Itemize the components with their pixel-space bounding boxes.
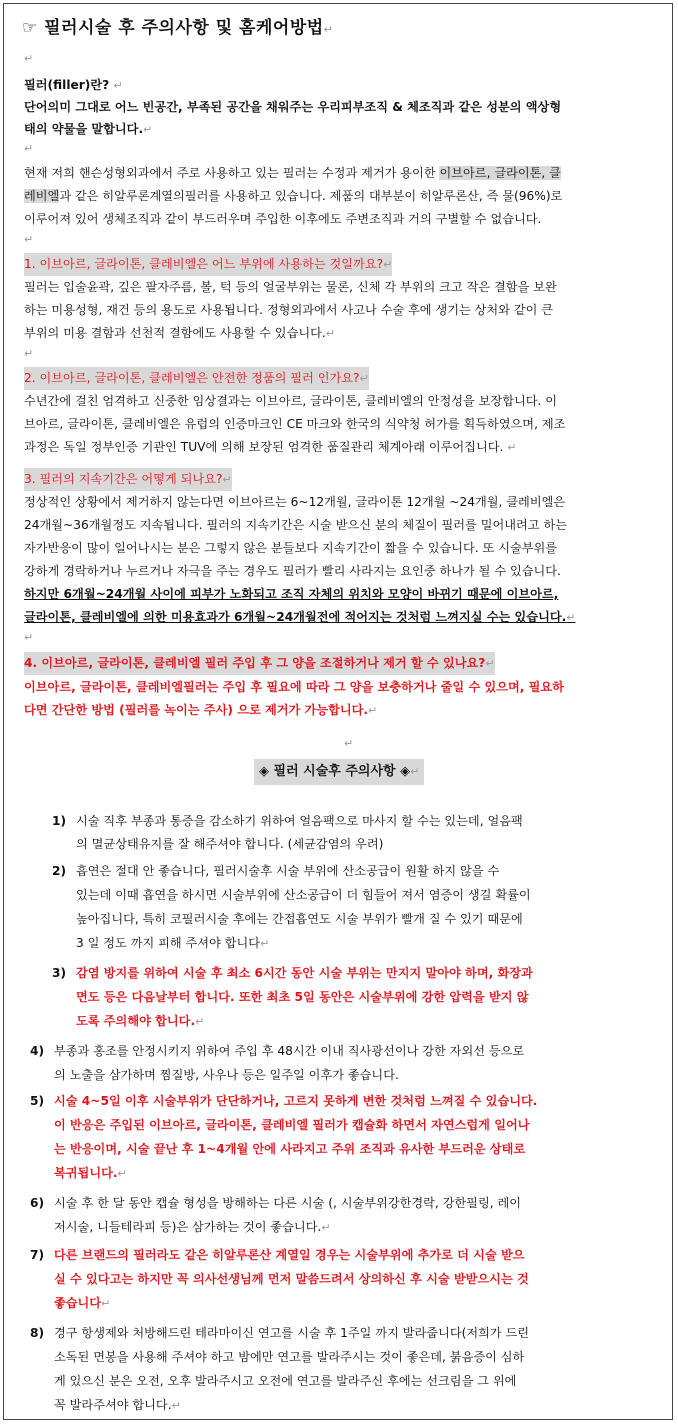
precaution-line: 게 있으신 분은 오전, 오후 발라주시고 오전에 연고를 발라주신 후에는 선크림을 그 위에 — [54, 1374, 517, 1388]
precaution-line: 소독된 면봉을 사용해 주셔야 하고 밤에만 연고를 발라주시는 것이 좋은데, 붉음증이 심하 — [54, 1350, 525, 1364]
precaution-line: 시술 후 한 달 동안 캡슐 형성을 방해하는 다른 시술 (, 시술부위강한경락, 강한필링, 레이 — [54, 1196, 522, 1210]
title-text: ☞ 필러시술 후 주의사항 및 홈케어방법 — [22, 18, 324, 38]
precaution-line: 이 반응은 주입된 이브아르, 글라이톤, 클레비엘 필러가 캡슐화 하면서 자연스럽게 일어나 — [54, 1118, 530, 1132]
paragraph-mark: ↵ — [323, 23, 334, 36]
intro-body-line: 현재 저희 핸슨성형외과에서 주로 사용하고 있는 필러는 수정과 제거가 용이한 이브아르, 글라이톤, 클 — [24, 166, 561, 180]
precaution-line: 꼭 발라주셔야 합니다.↵ — [54, 1398, 181, 1412]
document-title — [22, 13, 333, 38]
precaution-line: 시술 4~5일 이후 시술부위가 단단하거나, 고르지 못하게 변한 것처럼 느껴질 수 있습니다. — [54, 1094, 538, 1108]
precautions-heading: ◈ 필러 시술후 주의사항 ◈↵ — [254, 759, 424, 785]
paragraph-mark: ↵ — [24, 631, 34, 644]
precaution-line: 부종과 홍조를 안정시키지 위하여 주입 후 48시간 이내 직사광선이나 강한 자외선 등으로 — [54, 1044, 525, 1058]
answer-bold-line: 하지만 6개월~24개월 사이에 피부가 노화되고 조직 자체의 위치와 모양이 바뀌기 때문에 이브아르, — [24, 587, 559, 601]
precaution-line: 의 노출을 삼가하며 찜질방, 사우나 등은 일주일 이후가 좋습니다. — [54, 1068, 399, 1082]
precaution-line: 다른 브랜드의 필러라도 같은 히알루론산 계열일 경우는 시술부위에 추가로 더 시술 받으 — [54, 1248, 525, 1262]
answer-line: 자가반응이 많이 일어나시는 분은 그렇지 않은 분들보다 지속기간이 짧을 수 있습니다. 또 시술부위를 — [24, 541, 558, 555]
paragraph-mark: ↵ — [24, 52, 34, 65]
answer-line: 다면 간단한 방법 (필러를 녹이는 주사) 으로 제거가 가능합니다.↵ — [24, 703, 378, 717]
precaution-line: 복귀됩니다.↵ — [54, 1166, 127, 1180]
paragraph-mark: ↵ — [24, 347, 34, 360]
highlight: 이브아르, 글라이톤, 클 — [439, 166, 561, 180]
precaution-line: 시술 직후 부종과 통증을 감소하기 위하여 얼음팩으로 마사지 할 수는 있는데, 얼음팩 — [76, 814, 523, 828]
highlight: 레비엘 — [24, 189, 60, 203]
intro-heading: 필러(filler)란? ↵ — [24, 78, 123, 92]
answer-bold-line: 글라이톤, 클레비엘에 의한 미용효과가 6개월~24개월전에 적어지는 것처럼 느껴지실 수는 있습니다.↵ — [24, 610, 576, 624]
item-number: 2) — [52, 864, 67, 878]
intro-body-line: 이루어져 있어 생체조직과 같이 부드러우며 주입한 이후에도 주변조직과 거의 구별할 수 없습니다. — [24, 212, 542, 226]
precaution-line: 실 수 있다고는 하지만 꼭 의사선생님께 먼저 말씀드려서 상의하신 후 시술 받받으시는 것 — [54, 1272, 529, 1286]
paragraph-mark: ↵ — [344, 737, 354, 750]
answer-line: 이브아르, 글라이톤, 클레비엘필러는 주입 후 필요에 따라 그 양을 보충하거나 줄일 수 있으며, 필요하 — [24, 680, 564, 694]
precaution-line: 의 멸균상태유지를 잘 해주셔야 합니다. (세균감염의 우려) — [76, 837, 384, 851]
item-number: 7) — [30, 1248, 45, 1262]
item-number: 8) — [30, 1326, 45, 1340]
precaution-line: 경구 항생제와 처방해드린 테라마이신 연고를 시술 후 1주일 까지 발라줍니다(저희가 드린 — [54, 1326, 530, 1340]
precaution-line: 면도 등은 다음날부터 합니다. 또한 최초 5일 동안은 시술부위에 강한 압력을 받지 않 — [76, 990, 529, 1004]
precaution-line: 는 반응이며, 시술 끝난 후 1~4개월 안에 사라지고 주위 조직과 유사한 부드러운 상태로 — [54, 1142, 526, 1156]
answer-line: 정상적인 상황에서 제거하지 않는다면 이브아르는 6~12개월, 글라이톤 12개월 ~24개월, 클레비엘은 — [24, 495, 566, 509]
item-number: 5) — [30, 1094, 45, 1108]
precaution-line: 3 일 정도 까지 피해 주셔야 합니다↵ — [76, 936, 270, 950]
answer-line: 과정은 독일 정부인증 기관인 TUV에 의해 보장된 엄격한 품질관리 체계아래 이루어집니다. ↵ — [24, 440, 517, 454]
item-number: 4) — [30, 1044, 45, 1058]
precaution-line: 흡연은 절대 안 좋습니다, 필러시술후 시술 부위에 산소공급이 원활 하지 않을 수 — [76, 864, 500, 878]
question-4: 4. 이브아르, 글라이톤, 클레비엘 필러 주입 후 그 양을 조절하거나 제거 할 수 있나요?↵ — [24, 652, 495, 675]
item-number: 3) — [52, 966, 67, 980]
question-1: 1. 이브아르, 글라이톤, 클레비엘은 어느 부위에 사용하는 것일까요?↵ — [24, 253, 392, 276]
precaution-line: 있는데 이때 흡연을 하시면 시술부위에 산소공급이 더 힘들어 져서 염증이 생길 확률이 — [76, 888, 531, 902]
item-number: 6) — [30, 1196, 45, 1210]
question-3: 3. 필러의 지속기간은 어떻게 되나요?↵ — [24, 468, 232, 491]
paragraph-mark: ↵ — [24, 233, 34, 246]
answer-line: 24개월~36개월정도 지속됩니다. 필러의 지속기간은 시술 받으신 분의 체질이 필러를 밀어내려고 하는 — [24, 518, 567, 532]
precaution-line: 저시술, 니들테라피 등)은 삼가하는 것이 좋습니다.↵ — [54, 1220, 331, 1234]
intro-definition-line: 태의 약물을 말합니다.↵ — [24, 122, 153, 136]
paragraph-mark: ↵ — [24, 142, 34, 155]
precaution-line: 높아집니다, 특히 코필러시술 후에는 간접흡연도 시술 부위가 빨개 질 수 있기 때문에 — [76, 912, 523, 926]
answer-line: 필러는 입술윤곽, 깊은 팔자주름, 볼, 턱 등의 얼굴부위는 물론, 신체 각 부위의 크고 작은 결함을 보완 — [24, 280, 557, 294]
answer-line: 강하게 경락하거나 누르거나 자극을 주는 경우도 필러가 빨리 사라지는 요인중 하나가 될 수 있습니다. — [24, 564, 561, 578]
precaution-line: 도록 주의해야 합니다.↵ — [76, 1014, 205, 1028]
question-2: 2. 이브아르, 글라이톤, 클레비엘은 안전한 정품의 필러 인가요?↵ — [24, 367, 369, 390]
answer-line: 부위의 미용 결함과 선천적 결함에도 사용할 수 있습니다.↵ — [24, 326, 335, 340]
precaution-line: 좋습니다↵ — [54, 1296, 111, 1310]
answer-line: 브아르, 글라이톤, 클레비엘은 유럽의 인증마크인 CE 마크와 한국의 식약청 허가를 획득하였으며, 제조 — [24, 417, 566, 431]
precaution-line: 감염 방지를 위하여 시술 후 최소 6시간 동안 시술 부위는 만지지 말아야 하며, 화장과 — [76, 966, 533, 980]
intro-definition-line: 단어의미 그대로 어느 빈공간, 부족된 공간을 채워주는 우리피부조직 & 체조직과 같은 성분의 액상형 — [24, 100, 562, 114]
answer-line: 하는 미용성형, 재건 등의 용도로 사용됩니다. 정형외과에서 사고나 수술 후에 생기는 상처와 같이 큰 — [24, 303, 554, 317]
answer-line: 수년간에 걸친 엄격하고 신중한 임상결과는 이브아르, 글라이톤, 클레비엘의 안정성을 보장합니다. 이 — [24, 394, 558, 408]
document-page — [3, 3, 673, 1420]
item-number: 1) — [52, 814, 67, 828]
intro-body-line: 레비엘과 같은 히알루론계열의필러를 사용하고 있습니다. 제품의 대부분이 히알루론산, 즉 물(96%)로 — [24, 189, 563, 203]
